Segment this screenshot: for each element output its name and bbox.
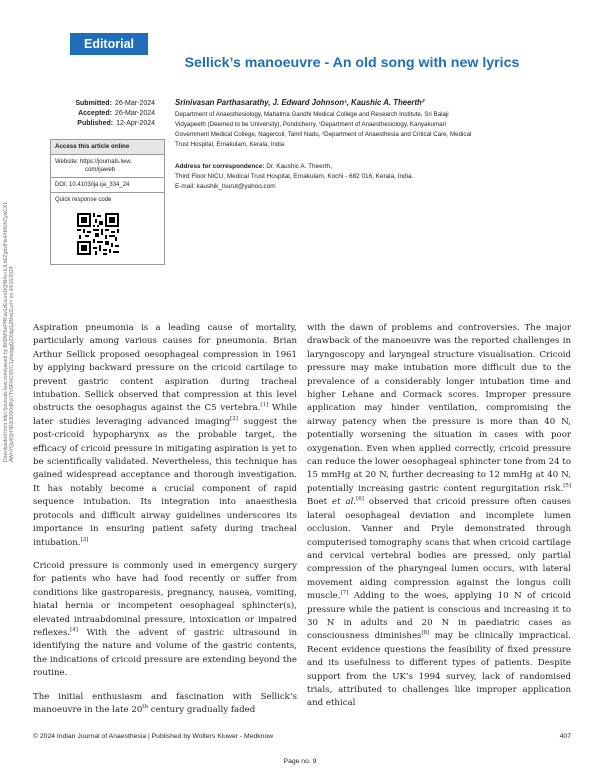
citation-link[interactable]: [2]	[230, 415, 238, 422]
download-watermark: Downloaded from http://journals.lww.com/ijaweb by BhDMf5ePHKav1zEoum1tQfN4a+kJLhEZgbsIHo4XMi0hCywCX1 AWnYQp/IlQrHD3i3D0OdRyi7TvSFl4Cf3VC1y0abggQZXdgGj2MwlZLeI= on 04/16/2024	[3, 202, 15, 462]
citation-link[interactable]: [6]	[356, 496, 364, 503]
journal-page-number: 407	[559, 733, 571, 740]
author-list: Srinivasan Parthasarathy, J. Edward Johnson¹, Kaushic A. Theerth²	[175, 98, 425, 107]
paragraph: Aspiration pneumonia is a leading cause of mortality, particularly among various causes for pneumonia. Brian Arthur Sellick proposed oesophageal compression in 1961 by applying backward pressure on the cricoid cartilage to prevent gastric content aspiration during tracheal intubation. Sellick observed that compression at this level obstructs the oesophagus against the C5 vertebra.[1] While later studies leveraging advanced imaging[2] suggest the post-cricoid hypopharynx as the probable target, the efficacy of cricoid pressure in mitigating aspiration is yet to be scientifically validated. Nevertheless, this technique has gained widespread acceptance and thorough investigation. It has notably become a crucial component of rapid sequence intubation. Its integration into anaesthesia protocols and difficult airway guidelines underscores its importance in ensuring patient safety during tracheal intubation.[3]	[33, 323, 298, 548]
access-heading: Access this article online	[51, 140, 164, 155]
body-column-right	[307, 322, 571, 721]
paragraph: Cricoid pressure is commonly used in emergency surgery for patients who have had food recently or suffer from conditions like gastroparesis, pregnancy, nausea, vomiting, hiatal hernia or incompetent oesophageal sphincter(s), elevated intraabdominal pressure, intoxication or impaired reflexes.[4] With the advent of gastric ultrasound in identifying the nature and volume of the gastric contents, the indications of cricoid pressure are extending beyond the routine.	[33, 560, 297, 679]
body-column-left	[33, 322, 297, 727]
citation-link[interactable]: [7]	[340, 590, 349, 597]
website-link[interactable]: Website: https://journals.lww. com/ijaweb	[51, 155, 164, 178]
published-date: Published: 12-Apr-2024	[77, 120, 155, 127]
paragraph: The initial enthusiasm and fascination with Sellick’s manoeuvre in the late 20th century gradually faded	[33, 691, 297, 715]
qr-code-icon[interactable]	[77, 213, 119, 255]
submitted-date: Submitted: 26-Mar-2024	[75, 100, 155, 107]
access-online-box	[50, 139, 165, 265]
article-dates	[40, 99, 155, 129]
article-title: Sellick’s manoeuvre - An old song with new lyrics	[184, 55, 520, 71]
page-footer	[33, 733, 571, 740]
citation-link[interactable]: [1]	[260, 402, 269, 409]
paragraph: with the dawn of problems and controversies. The major drawback of the manoeuvre was the reported challenges in laryngoscopy and laryngeal structure visualisation. Cricoid pressure may make intubation more difficult due to the prevalence of a considerably longer intubation time and higher Lehane and Cormack scores. Improper pressure application may hinder ventilation, compromising the airway patency when the pressure is more than 40 N, potentially worsening the situation in cases with poor oxygenation. Even when applied correctly, cricoid pressure can reduce the lower oesophageal sphincter tone from 24 to 15 mmHg at 20 N, further decreasing to 12 mmHg at 40 N, potentially increasing gastric content regurgitation risk.[5] Boet et al.[6] observed that cricoid pressure often causes lateral oesophageal deviation and incomplete lumen occlusion. Vanner and Pryle demonstrated through computerised tomography scans that when cricoid cartilage and cervical vertebral bodies are pressed, only partial compression of the pharyngeal lumen occurs, with lateral movement aiding compression against the longus colli muscle.[7] Adding to the woes, applying 10 N of cricoid pressure while the patient is conscious and increasing it to 30 N in adults and 20 N in paediatric cases as consciousness diminishes[8] may be clinically impractical. Recent evidence questions the feasibility of fixed pressure and its usefulness to different types of patients. Despite support from the UK’s 1994 survey, lack of randomised trials, attributed to challenges like improper application and ethical	[307, 323, 572, 709]
page-number: Page no. 9	[283, 758, 317, 765]
affiliations: Department of Anaesthesiology, Mahatma Gandhi Medical College and Research Institute, Sri Balaji Vidyapeeth (Deemed to be University), Pondicherry, ¹Department of Anaesthesiology, Kanyakumari Government Medical College, Nagercoil, Tamil Nadu, ²Department of Anaesthesia and Critical Care, Medical Trust Hospital, Ernakulam, Kerala, India	[175, 111, 472, 148]
correspondence-email[interactable]: E-mail: kaushik_tsurut@yahoo.com	[175, 183, 276, 190]
citation-link[interactable]: [5]	[563, 483, 571, 490]
correspondence-address: Address for correspondence: Dr. Kaushic A. Theerth, Third Floor NICU, Medical Trust Hospital, Ernakulam, Kochi - 682 016, Kerala, India. E-mail: kaushik_tsurut@yahoo.com	[175, 162, 560, 192]
citation-link[interactable]: [4]	[70, 627, 78, 634]
citation-link[interactable]: [8]	[421, 630, 430, 637]
citation-link[interactable]: [3]	[80, 536, 89, 543]
doi-link[interactable]: DOI: 10.4103/ija.ija_334_24	[51, 178, 164, 193]
editorial-badge: Editorial	[70, 33, 148, 55]
accepted-date: Accepted: 26-Mar-2024	[78, 110, 155, 117]
qr-section: Quick response code	[51, 193, 164, 207]
copyright-notice: © 2024 Indian Journal of Anaesthesia | Published by Wolters Kluwer - Medknow	[33, 733, 274, 740]
